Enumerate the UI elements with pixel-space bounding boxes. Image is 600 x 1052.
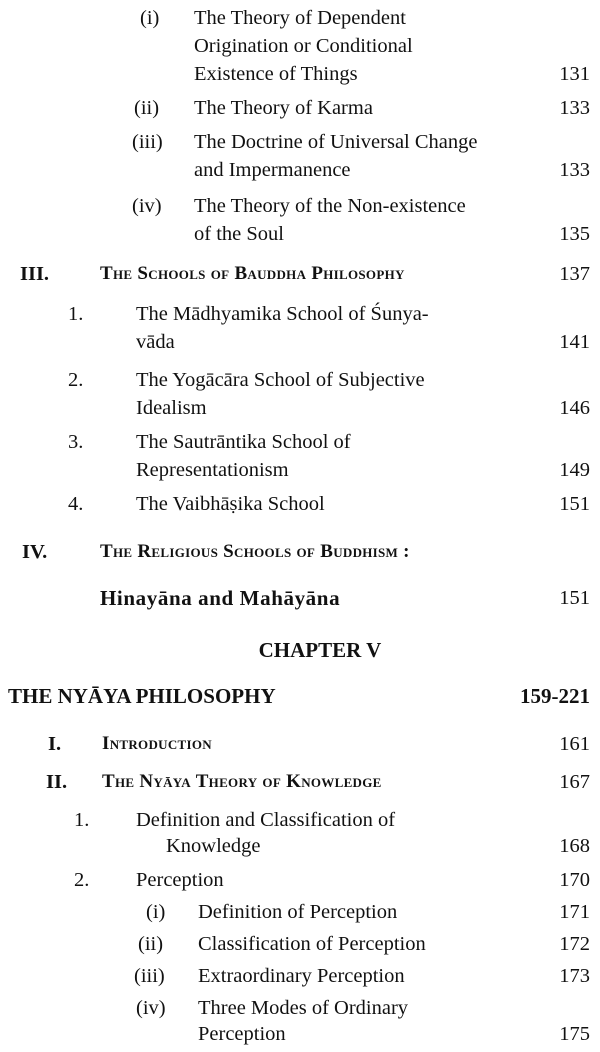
toc-entry-title: Classification of Perception: [198, 933, 426, 955]
toc-sub-number: (i): [140, 7, 160, 29]
toc-entry-title: The Theory of the Non-existence: [194, 195, 466, 217]
toc-page-number: 133: [559, 159, 590, 181]
toc-entry-title-cont: Perception: [198, 1023, 286, 1045]
toc-entry-title-cont: Existence of Things: [194, 63, 358, 85]
toc-page-number: 171: [559, 901, 590, 923]
toc-page-number: 151: [559, 587, 590, 609]
toc-sub-number: (iv): [132, 195, 162, 217]
toc-section-number: IV.: [22, 541, 48, 563]
toc-page-number: 168: [559, 835, 590, 857]
toc-entry-title: The Sautrāntika School of: [136, 431, 351, 453]
toc-section-number: II.: [46, 771, 68, 793]
toc-entry-title-cont: Idealism: [136, 397, 207, 419]
chapter-page-range: 159-221: [520, 684, 590, 708]
toc-item-number: 3.: [68, 431, 84, 453]
toc-entry-title: The Yogācāra School of Subjective: [136, 369, 425, 391]
toc-entry-title-cont: Knowledge: [166, 835, 261, 857]
toc-entry-title: Three Modes of Ordinary: [198, 997, 409, 1019]
toc-entry-title: The Mādhyamika School of Śunya-: [136, 303, 429, 325]
toc-page-number: 135: [559, 223, 590, 245]
toc-section-title: Introduction: [102, 733, 212, 754]
toc-page-number: 133: [559, 97, 590, 119]
toc-section-title: The Religious Schools of Buddhism :: [100, 541, 410, 562]
toc-entry-title: Extraordinary Perception: [198, 965, 405, 987]
toc-entry-title: The Vaibhāṣika School: [136, 493, 325, 515]
toc-item-number: 2.: [74, 869, 90, 891]
toc-entry-title: The Theory of Dependent: [194, 7, 406, 29]
toc-entry-title-cont: Representationism: [136, 459, 289, 481]
toc-sub-number: (ii): [138, 933, 164, 955]
toc-item-number: 2.: [68, 369, 84, 391]
toc-page-number: 173: [559, 965, 590, 987]
chapter-title: THE NYĀYA PHILOSOPHY: [8, 684, 276, 708]
toc-page-number: 146: [559, 397, 590, 419]
toc-section-subtitle: Hinayāna and Mahāyāna: [100, 586, 341, 610]
toc-page-number: 131: [559, 63, 590, 85]
toc-entry-title-cont: Origination or Conditional: [194, 35, 413, 57]
toc-entry-title: Perception: [136, 869, 224, 891]
toc-section-number: III.: [20, 263, 50, 285]
toc-item-number: 1.: [68, 303, 84, 325]
toc-item-number: 4.: [68, 493, 84, 515]
toc-section-title: The Nyāya Theory of Knowledge: [102, 771, 382, 792]
toc-sub-number: (iii): [134, 965, 165, 987]
toc-entry-title: Definition and Classification of: [136, 809, 396, 831]
toc-page-number: 170: [559, 869, 590, 891]
toc-entry-title: Definition of Perception: [198, 901, 398, 923]
toc-section-number: I.: [48, 733, 62, 755]
toc-sub-number: (i): [146, 901, 166, 923]
toc-entry-title: The Theory of Karma: [194, 97, 373, 119]
toc-sub-number: (ii): [134, 97, 160, 119]
toc-page-number: 141: [559, 331, 590, 353]
toc-item-number: 1.: [74, 809, 90, 831]
toc-entry-title: The Doctrine of Universal Change: [194, 131, 478, 153]
toc-entry-title-cont: and Impermanence: [194, 159, 351, 181]
toc-page-number: 167: [559, 771, 590, 793]
toc-page-number: 137: [559, 263, 590, 285]
toc-page-number: 151: [559, 493, 590, 515]
toc-page-number: 149: [559, 459, 590, 481]
toc-sub-number: (iii): [132, 131, 163, 153]
toc-page-number: 161: [559, 733, 590, 755]
toc-page-number: 175: [559, 1023, 590, 1045]
toc-page-number: 172: [559, 933, 590, 955]
toc-section-title: The Schools of Bauddha Philosophy: [100, 263, 405, 284]
chapter-heading: CHAPTER V: [258, 638, 382, 662]
toc-entry-title-cont: of the Soul: [194, 223, 284, 245]
toc-entry-title-cont: vāda: [136, 331, 175, 353]
toc-sub-number: (iv): [136, 997, 166, 1019]
